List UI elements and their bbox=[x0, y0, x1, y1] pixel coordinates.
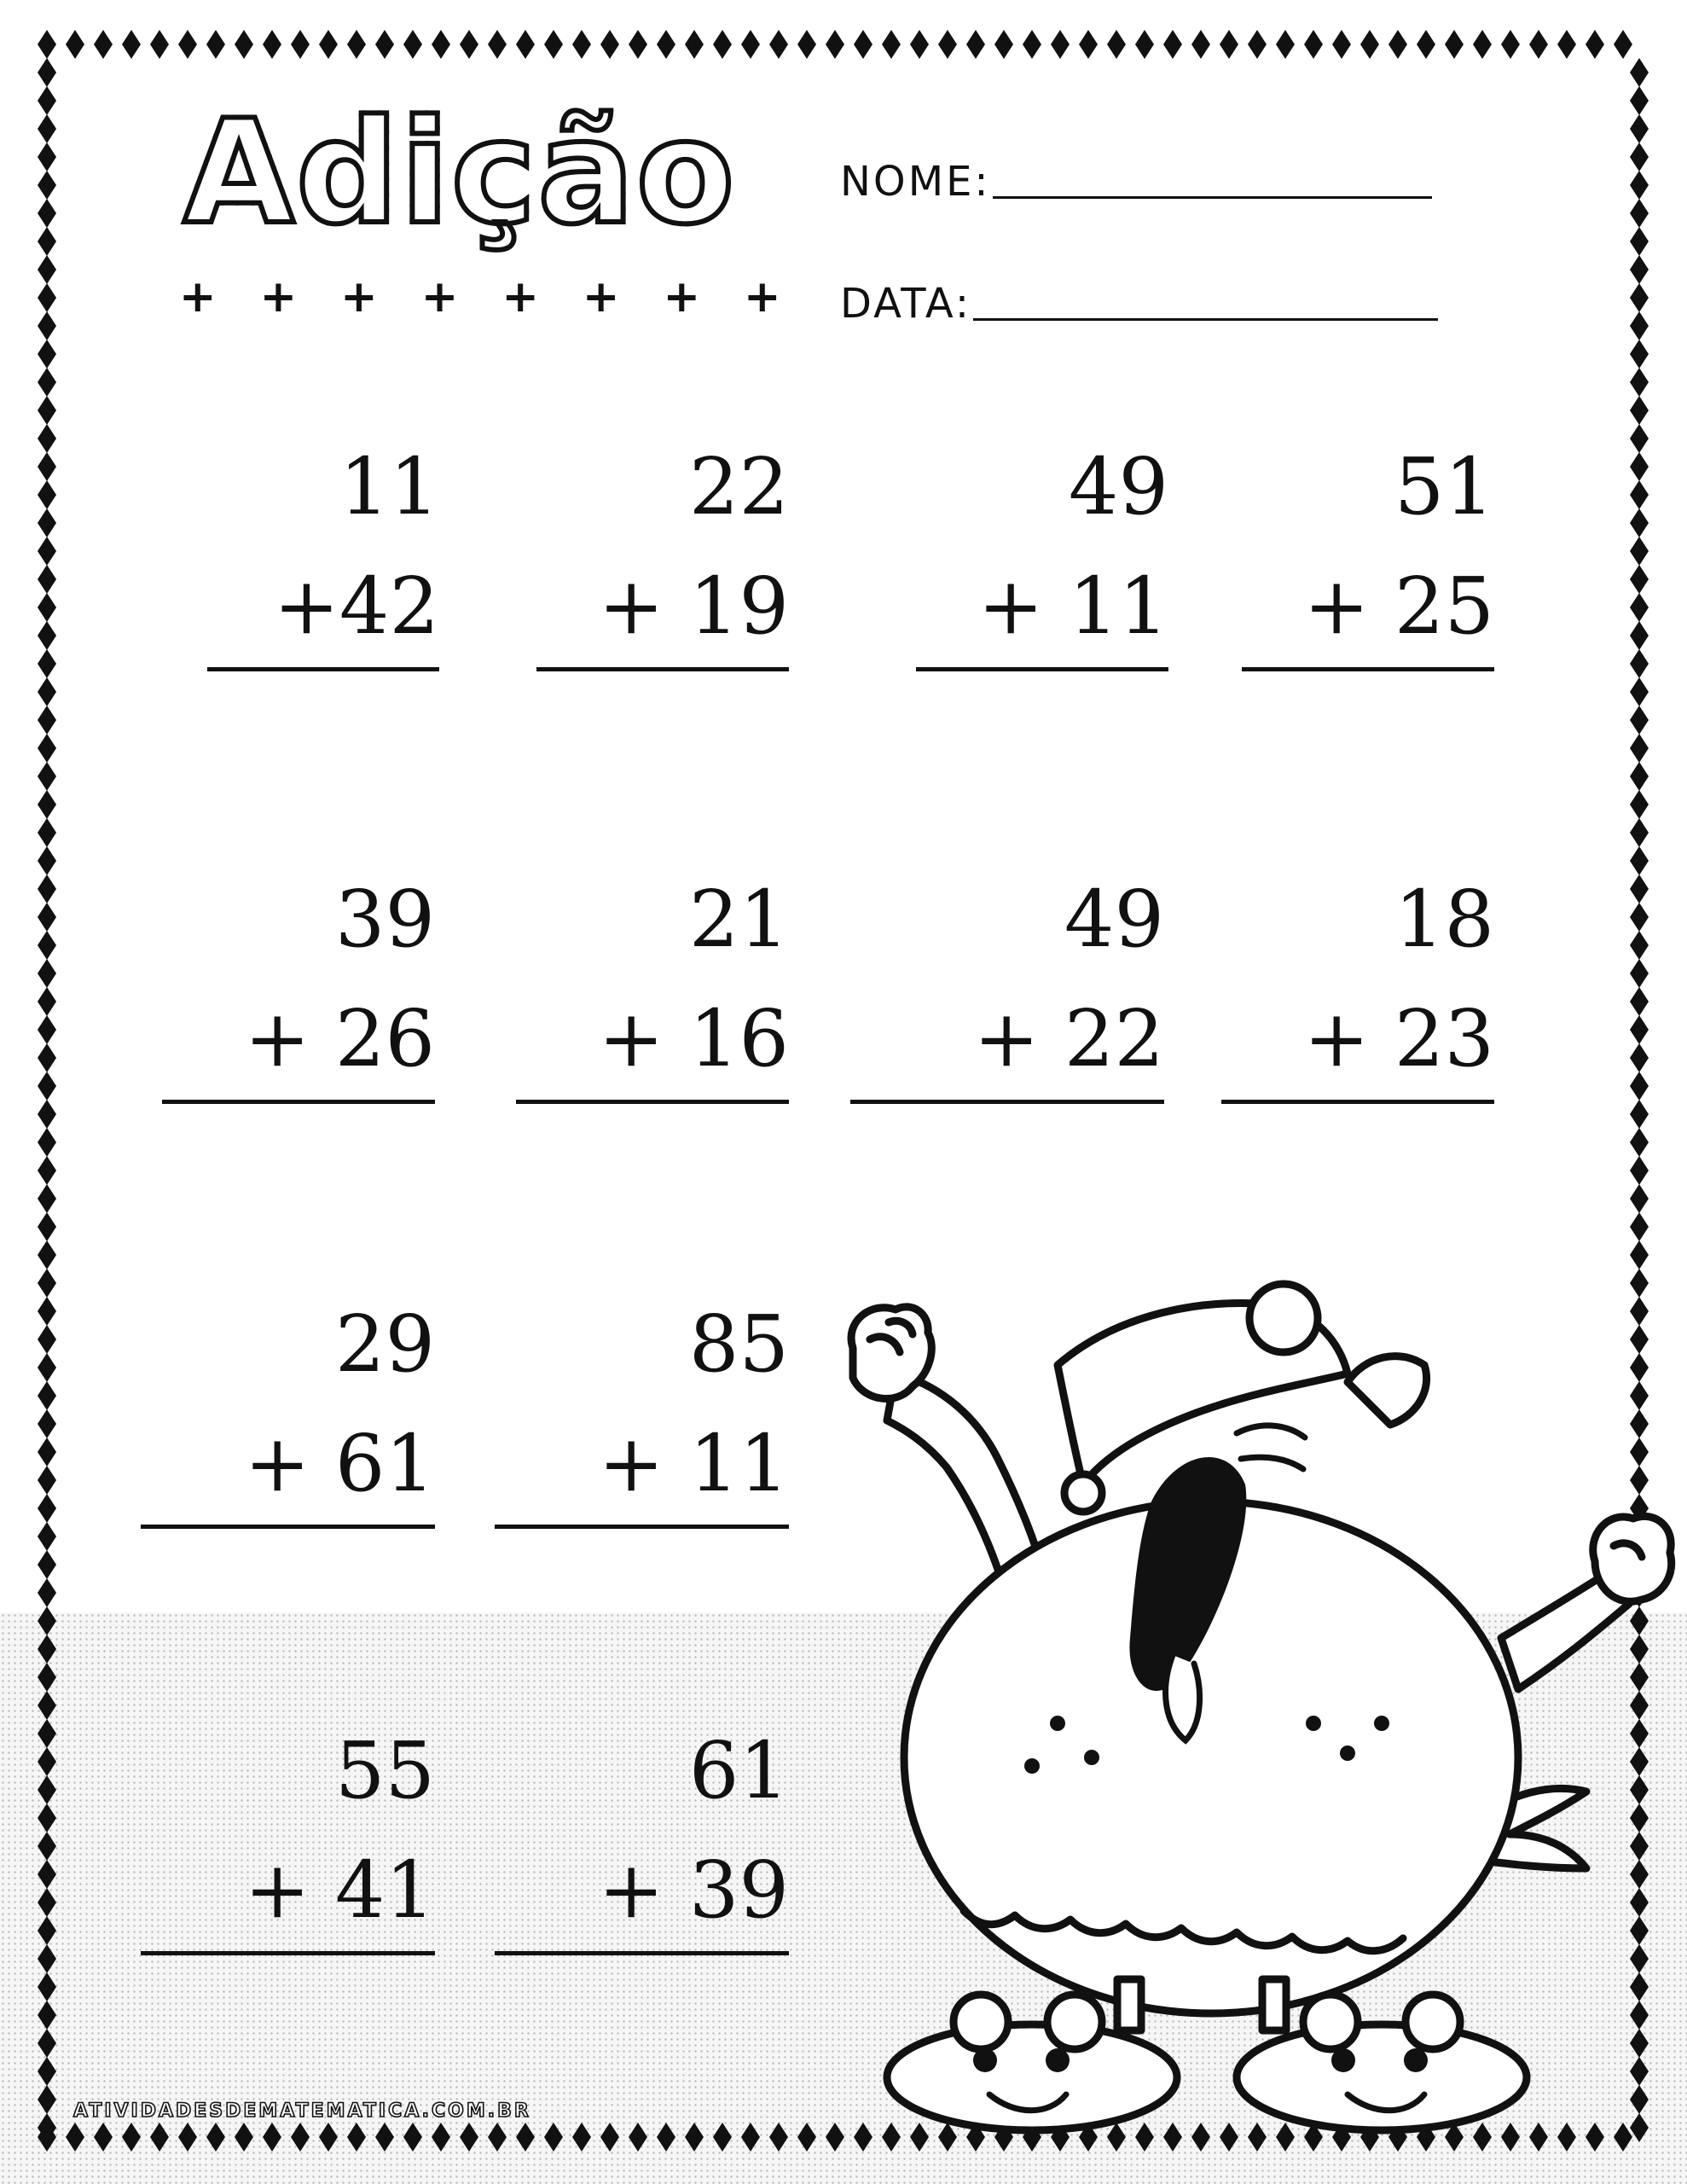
border-diamond bbox=[1630, 58, 1649, 87]
border-diamond bbox=[1630, 734, 1649, 763]
addend-top: 55 bbox=[334, 1725, 435, 1816]
border-diamond bbox=[38, 255, 56, 284]
border-diamond bbox=[994, 30, 1013, 59]
border-diamond bbox=[38, 1240, 56, 1269]
border-diamond bbox=[1630, 114, 1649, 143]
border-diamond bbox=[1630, 227, 1649, 256]
addend-bottom: + 16 bbox=[598, 993, 789, 1084]
border-diamond bbox=[319, 30, 338, 59]
border-diamond bbox=[38, 368, 56, 397]
border-diamond bbox=[38, 1832, 56, 1861]
border-diamond bbox=[544, 2123, 563, 2152]
border-diamond bbox=[769, 2123, 788, 2152]
border-diamond bbox=[854, 30, 872, 59]
border-diamond bbox=[38, 1606, 56, 1635]
addend-top: 21 bbox=[688, 874, 789, 965]
border-diamond bbox=[600, 2123, 619, 2152]
border-diamond bbox=[1630, 959, 1649, 988]
addend-top: 49 bbox=[1064, 874, 1164, 965]
border-diamond bbox=[657, 30, 675, 59]
border-diamond bbox=[38, 30, 56, 59]
border-diamond bbox=[38, 1578, 56, 1607]
border-diamond bbox=[600, 30, 619, 59]
answer-line[interactable] bbox=[495, 1951, 789, 1955]
border-diamond bbox=[713, 30, 732, 59]
answer-line[interactable] bbox=[850, 1100, 1164, 1104]
border-diamond bbox=[1630, 677, 1649, 706]
answer-line[interactable] bbox=[495, 1525, 789, 1529]
addend-bottom: + 11 bbox=[598, 1418, 789, 1509]
addend-bottom: + 41 bbox=[244, 1844, 435, 1936]
border-diamond bbox=[38, 1522, 56, 1551]
border-diamond bbox=[38, 1888, 56, 1917]
addend-bottom: + 11 bbox=[977, 561, 1168, 652]
border-diamond bbox=[1473, 30, 1492, 59]
border-diamond bbox=[1630, 874, 1649, 903]
border-diamond bbox=[38, 621, 56, 650]
border-diamond bbox=[460, 30, 478, 59]
border-diamond bbox=[38, 987, 56, 1016]
border-diamond bbox=[1630, 1072, 1649, 1101]
border-diamond bbox=[403, 2123, 422, 2152]
border-diamond bbox=[38, 1072, 56, 1101]
border-diamond bbox=[38, 874, 56, 903]
border-diamond bbox=[38, 424, 56, 453]
border-diamond bbox=[1630, 86, 1649, 115]
addend-top: 22 bbox=[688, 441, 789, 532]
border-diamond bbox=[38, 86, 56, 115]
border-diamond bbox=[1630, 480, 1649, 509]
border-diamond bbox=[1332, 30, 1351, 59]
border-diamond bbox=[38, 1550, 56, 1579]
border-diamond bbox=[1630, 171, 1649, 200]
border-diamond bbox=[1630, 706, 1649, 735]
border-diamond bbox=[882, 30, 901, 59]
border-diamond bbox=[1304, 30, 1323, 59]
border-diamond bbox=[94, 2123, 113, 2152]
border-diamond bbox=[38, 931, 56, 960]
border-diamond bbox=[1630, 903, 1649, 932]
border-diamond bbox=[966, 30, 985, 59]
answer-line[interactable] bbox=[207, 667, 439, 671]
border-diamond bbox=[741, 30, 760, 59]
border-diamond bbox=[1630, 1015, 1649, 1044]
border-diamond bbox=[38, 1719, 56, 1748]
date-blank-line[interactable] bbox=[973, 317, 1438, 321]
addend-top: 49 bbox=[1068, 441, 1168, 532]
border-diamond bbox=[1630, 846, 1649, 875]
border-diamond bbox=[1360, 30, 1379, 59]
border-diamond bbox=[38, 311, 56, 340]
addend-bottom: + 61 bbox=[244, 1418, 435, 1509]
border-diamond bbox=[544, 30, 563, 59]
border-diamond bbox=[1630, 340, 1649, 369]
addend-bottom: + 22 bbox=[973, 993, 1164, 1084]
border-diamond bbox=[38, 1212, 56, 1241]
answer-line[interactable] bbox=[536, 667, 789, 671]
border-diamond bbox=[403, 30, 422, 59]
plus-sign: + bbox=[744, 271, 781, 322]
border-diamond bbox=[460, 2123, 478, 2152]
border-diamond bbox=[38, 1184, 56, 1213]
border-diamond bbox=[38, 2029, 56, 2058]
border-diamond bbox=[797, 30, 816, 59]
border-diamond bbox=[38, 1438, 56, 1467]
border-diamond bbox=[769, 30, 788, 59]
border-diamond bbox=[38, 283, 56, 312]
border-diamond bbox=[38, 1494, 56, 1523]
border-diamond bbox=[375, 30, 394, 59]
border-diamond bbox=[38, 903, 56, 932]
border-diamond bbox=[488, 30, 507, 59]
border-diamond bbox=[38, 762, 56, 791]
border-diamond bbox=[1501, 30, 1520, 59]
border-diamond bbox=[1163, 30, 1182, 59]
border-diamond bbox=[38, 790, 56, 819]
border-diamond bbox=[1630, 255, 1649, 284]
border-diamond bbox=[797, 2123, 816, 2152]
date-field[interactable] bbox=[840, 280, 1438, 328]
border-diamond bbox=[263, 30, 281, 59]
border-diamond bbox=[938, 30, 957, 59]
border-diamond bbox=[1107, 30, 1126, 59]
border-diamond bbox=[38, 706, 56, 735]
border-diamond bbox=[38, 1100, 56, 1129]
border-diamond bbox=[38, 171, 56, 200]
border-diamond bbox=[1630, 790, 1649, 819]
border-diamond bbox=[38, 58, 56, 87]
addend-bottom: + 39 bbox=[598, 1844, 789, 1936]
border-diamond bbox=[178, 30, 197, 59]
border-diamond bbox=[432, 30, 450, 59]
border-diamond bbox=[66, 2123, 84, 2152]
border-diamond bbox=[1417, 30, 1435, 59]
border-diamond bbox=[1630, 1100, 1649, 1129]
answer-line[interactable] bbox=[141, 1951, 435, 1955]
plus-sign-row bbox=[179, 271, 781, 322]
border-diamond bbox=[38, 199, 56, 228]
border-diamond bbox=[1051, 30, 1070, 59]
border-diamond bbox=[1135, 30, 1154, 59]
plus-sign: + bbox=[179, 271, 217, 322]
addend-bottom: + 25 bbox=[1303, 561, 1494, 652]
border-diamond bbox=[1630, 931, 1649, 960]
border-diamond bbox=[38, 677, 56, 706]
border-diamond bbox=[1023, 30, 1041, 59]
border-diamond bbox=[38, 452, 56, 481]
answer-line[interactable] bbox=[141, 1525, 435, 1529]
addend-bottom: + 19 bbox=[598, 561, 789, 652]
border-diamond bbox=[1630, 593, 1649, 622]
border-diamond bbox=[38, 114, 56, 143]
border-diamond bbox=[38, 508, 56, 537]
border-diamond bbox=[291, 2123, 310, 2152]
name-blank-line[interactable] bbox=[993, 195, 1432, 199]
border-diamond bbox=[38, 2057, 56, 2086]
border-diamond bbox=[38, 1804, 56, 1833]
border-diamond bbox=[206, 2123, 225, 2152]
border-diamond bbox=[516, 2123, 535, 2152]
border-diamond bbox=[1630, 762, 1649, 791]
border-diamond bbox=[1630, 1043, 1649, 1072]
border-diamond bbox=[347, 30, 366, 59]
border-diamond bbox=[38, 1972, 56, 2001]
border-diamond bbox=[910, 30, 929, 59]
border-diamond bbox=[235, 30, 253, 59]
border-diamond bbox=[1630, 649, 1649, 678]
border-diamond bbox=[1630, 818, 1649, 847]
border-diamond bbox=[629, 2123, 647, 2152]
border-diamond bbox=[1630, 1184, 1649, 1213]
border-diamond bbox=[657, 2123, 675, 2152]
addend-bottom: + 26 bbox=[244, 993, 435, 1084]
name-label: NOME: bbox=[840, 158, 991, 206]
border-diamond bbox=[38, 537, 56, 566]
border-diamond bbox=[38, 1663, 56, 1692]
border-diamond bbox=[38, 1691, 56, 1720]
addend-top: 61 bbox=[688, 1725, 789, 1816]
border-diamond bbox=[375, 2123, 394, 2152]
plus-sign: + bbox=[501, 271, 539, 322]
addend-top: 85 bbox=[688, 1298, 789, 1390]
border-diamond bbox=[1630, 565, 1649, 594]
border-diamond bbox=[1630, 1212, 1649, 1241]
border-diamond bbox=[206, 30, 225, 59]
addend-bottom: + 23 bbox=[1303, 993, 1494, 1084]
answer-line[interactable] bbox=[916, 667, 1168, 671]
border-diamond bbox=[572, 2123, 591, 2152]
border-diamond bbox=[1630, 142, 1649, 171]
yawning-chick-illustration bbox=[836, 1280, 1680, 2141]
border-diamond bbox=[1557, 30, 1576, 59]
plus-sign: + bbox=[259, 271, 298, 322]
border-diamond bbox=[38, 1944, 56, 1973]
border-diamond bbox=[38, 1775, 56, 1804]
border-diamond bbox=[38, 2001, 56, 2030]
border-diamond bbox=[1630, 368, 1649, 397]
border-diamond bbox=[572, 30, 591, 59]
border-diamond bbox=[1630, 1128, 1649, 1157]
border-diamond bbox=[38, 1409, 56, 1438]
border-diamond bbox=[1630, 283, 1649, 312]
border-diamond bbox=[38, 2085, 56, 2114]
addend-top: 11 bbox=[339, 441, 439, 532]
border-diamond bbox=[516, 30, 535, 59]
border-diamond bbox=[38, 1635, 56, 1664]
border-diamond bbox=[1630, 396, 1649, 425]
answer-line[interactable] bbox=[1221, 1100, 1494, 1104]
website-credit: ATIVIDADESDEMATEMATICA.COM.BR bbox=[73, 2100, 531, 2122]
border-diamond bbox=[1630, 199, 1649, 228]
border-diamond bbox=[150, 2123, 169, 2152]
border-diamond bbox=[1630, 1240, 1649, 1269]
answer-line[interactable] bbox=[1242, 667, 1494, 671]
border-diamond bbox=[1630, 452, 1649, 481]
border-diamond bbox=[38, 1466, 56, 1495]
border-diamond bbox=[122, 30, 141, 59]
border-diamond bbox=[1388, 30, 1407, 59]
border-diamond bbox=[1220, 30, 1238, 59]
name-field[interactable] bbox=[840, 158, 1432, 206]
border-diamond bbox=[38, 142, 56, 171]
addend-top: 29 bbox=[334, 1298, 435, 1390]
border-diamond bbox=[38, 340, 56, 369]
border-diamond bbox=[38, 565, 56, 594]
border-diamond bbox=[347, 2123, 366, 2152]
border-diamond bbox=[38, 818, 56, 847]
border-diamond bbox=[1614, 30, 1632, 59]
border-diamond bbox=[1630, 987, 1649, 1016]
border-diamond bbox=[291, 30, 310, 59]
border-diamond bbox=[1630, 1156, 1649, 1185]
worksheet-title: Adição bbox=[183, 89, 737, 256]
border-diamond bbox=[1248, 30, 1267, 59]
border-diamond bbox=[1445, 30, 1464, 59]
addend-top: 39 bbox=[334, 874, 435, 965]
border-diamond bbox=[1276, 30, 1295, 59]
answer-line[interactable] bbox=[516, 1100, 789, 1104]
border-diamond bbox=[38, 649, 56, 678]
border-diamond bbox=[319, 2123, 338, 2152]
border-diamond bbox=[713, 2123, 732, 2152]
border-diamond bbox=[38, 1353, 56, 1382]
border-diamond bbox=[38, 1043, 56, 1072]
border-diamond bbox=[488, 2123, 507, 2152]
border-diamond bbox=[38, 396, 56, 425]
border-diamond bbox=[38, 1860, 56, 1889]
border-diamond bbox=[1191, 30, 1210, 59]
border-diamond bbox=[1630, 537, 1649, 566]
plus-sign: + bbox=[582, 271, 620, 322]
border-diamond bbox=[66, 30, 84, 59]
border-diamond bbox=[38, 227, 56, 256]
border-diamond bbox=[1630, 508, 1649, 537]
border-diamond bbox=[38, 1325, 56, 1354]
border-diamond bbox=[38, 734, 56, 763]
plus-sign: + bbox=[663, 271, 701, 322]
border-diamond bbox=[38, 959, 56, 988]
border-diamond bbox=[38, 1747, 56, 1776]
border-diamond bbox=[38, 1128, 56, 1157]
border-diamond bbox=[38, 1381, 56, 1410]
border-diamond bbox=[1529, 30, 1548, 59]
border-diamond bbox=[38, 480, 56, 509]
border-diamond bbox=[263, 2123, 281, 2152]
border-diamond bbox=[685, 2123, 704, 2152]
border-diamond bbox=[38, 1916, 56, 1945]
border-diamond bbox=[826, 30, 844, 59]
plus-sign: + bbox=[420, 271, 459, 322]
date-label: DATA: bbox=[840, 280, 971, 328]
addend-bottom: +42 bbox=[273, 561, 439, 652]
addend-top: 18 bbox=[1394, 874, 1494, 965]
border-diamond bbox=[94, 30, 113, 59]
border-diamond bbox=[38, 593, 56, 622]
border-diamond bbox=[150, 30, 169, 59]
border-diamond bbox=[685, 30, 704, 59]
border-diamond bbox=[1630, 424, 1649, 453]
plus-sign: + bbox=[340, 271, 378, 322]
border-diamond bbox=[122, 2123, 141, 2152]
border-diamond bbox=[1630, 621, 1649, 650]
answer-line[interactable] bbox=[162, 1100, 435, 1104]
border-diamond bbox=[178, 2123, 197, 2152]
border-diamond bbox=[432, 2123, 450, 2152]
border-diamond bbox=[629, 30, 647, 59]
border-diamond bbox=[38, 846, 56, 875]
border-diamond bbox=[235, 2123, 253, 2152]
border-diamond bbox=[38, 1269, 56, 1298]
border-diamond bbox=[38, 1297, 56, 1326]
border-diamond bbox=[38, 1156, 56, 1185]
border-diamond bbox=[1586, 30, 1604, 59]
border-diamond bbox=[1079, 30, 1098, 59]
border-diamond bbox=[38, 1015, 56, 1044]
border-diamond bbox=[741, 2123, 760, 2152]
addend-top: 51 bbox=[1394, 441, 1494, 532]
border-diamond bbox=[1630, 311, 1649, 340]
